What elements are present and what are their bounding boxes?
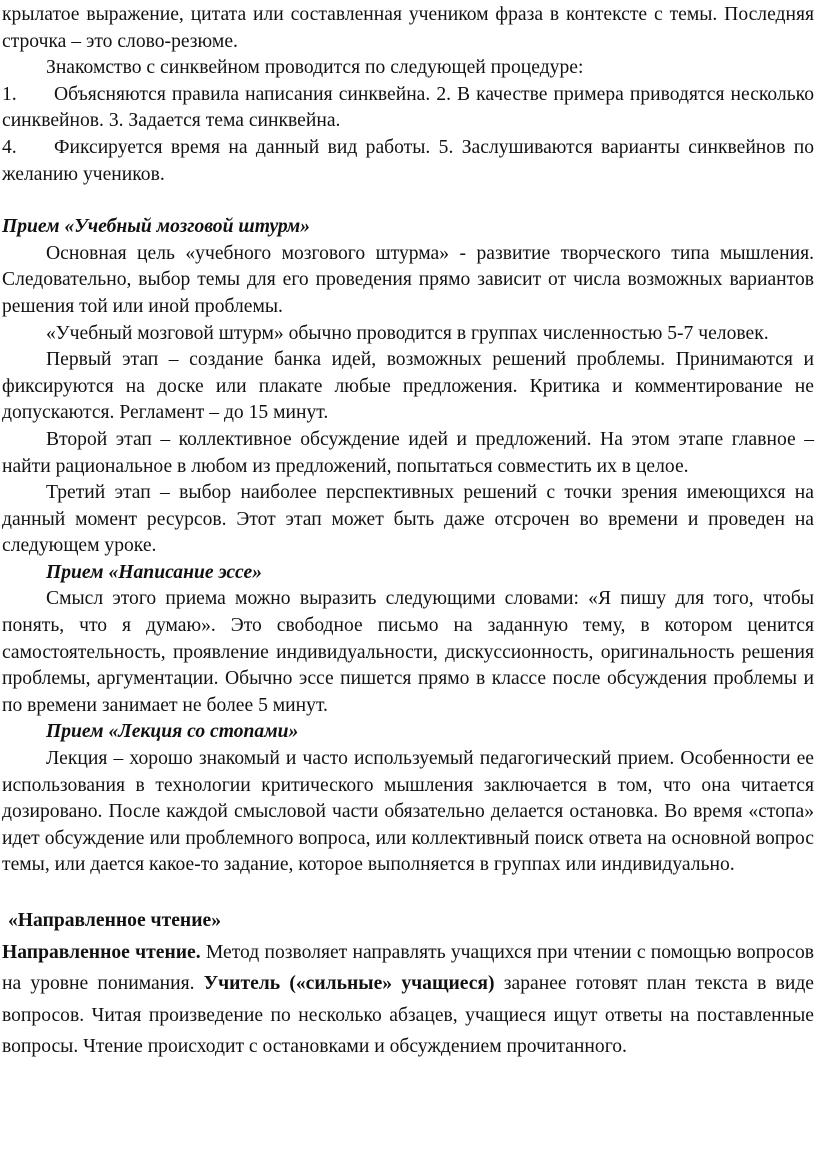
- list-number: 1.: [2, 83, 17, 105]
- brainstorm-paragraph-1: Основная цель «учебного мозгового штурма» - развитие творческого типа мышления. Следовательно, выбор темы для его проведения прямо зависит от числа возможных вариантов решения той или иной проблемы.: [2, 242, 814, 317]
- essay-heading: Прием «Написание эссе»: [46, 561, 262, 583]
- lecture-paragraph-1: Лекция – хорошо знакомый и часто используемый педагогический прием. Особенности ее использования в технологии критического мышления заключается в том, что она читается дозировано. После каждой смысловой части обязательно делается остановка. Во время «стопа» идет обсуждение или проблемного вопроса, или коллективный поиск ответа на основной вопрос темы, или дается какое-то задание, которое выполняется в группах или индивидуально.: [2, 748, 814, 876]
- directed-reading-section: [2, 905, 814, 1063]
- directed-reading-text: Метод позволяет направлять учащихся при чтении с помощью вопросов на уровне понимания.: [2, 941, 814, 994]
- intro-paragraph-1: крылатое выражение, цитата или составленная учеником фраза в контексте с темы. Последняя строчка – это слово-резюме.: [2, 4, 814, 52]
- directed-reading-term: Направленное чтение.: [2, 941, 201, 963]
- brainstorm-paragraph-3: Первый этап – создание банка идей, возможных решений проблемы. Принимаются и фиксируются на доске или плакате любые предложения. Критика и комментирование не допускаются. Регламент – до 15 минут.: [2, 349, 814, 424]
- procedure-list-line-1: [2, 82, 814, 135]
- brainstorm-paragraph-5: Третий этап – выбор наиболее перспективных решений с точки зрения имеющихся на данный момент ресурсов. Этот этап может быть даже отсрочен во времени и проведен на следующем уроке.: [2, 482, 814, 557]
- brainstorm-paragraph-4: Второй этап – коллективное обсуждение идей и предложений. На этом этапе главное – найти рациональное в любом из предложений, попытаться совместить их в целое.: [2, 428, 814, 477]
- lecture-heading: Прием «Лекция со стопами»: [46, 721, 299, 743]
- brainstorm-heading: Прием «Учебный мозговой штурм»: [2, 216, 310, 238]
- directed-reading-paragraph: [2, 937, 814, 1063]
- list-text: Объясняются правила написания синквейна. 2. В качестве примера приводятся несколько синквейнов. 3. Задается тема синквейна.: [2, 83, 814, 132]
- procedure-list-line-2: [2, 135, 814, 188]
- spacer: [2, 879, 814, 905]
- directed-reading-text-rest: заранее готовят план текста в виде вопросов. Читая произведение по несколько абзацев, учащиеся ищут ответы на поставленные вопросы. Чтение происходит с остановками и обсуждением прочитанного.: [2, 973, 814, 1057]
- directed-reading-heading: «Направленное чтение»: [8, 910, 221, 931]
- teacher-role: Учитель («сильные» учащиеся): [203, 973, 495, 994]
- list-number: 4.: [2, 136, 17, 158]
- intro-paragraph-2: Знакомство с синквейном проводится по следующей процедуре:: [46, 57, 584, 79]
- spacer: [2, 188, 814, 214]
- list-text: Фиксируется время на данный вид работы. 5. Заслушиваются варианты синквейнов по желанию учеников.: [2, 136, 814, 185]
- essay-paragraph-1: Смысл этого приема можно выразить следующими словами: «Я пишу для того, чтобы понять, что я думаю». Это свободное письмо на заданную тему, в котором ценится самостоятельность, проявление индивидуальности, дискуссионность, оригинальность решения проблемы, аргументации. Обычно эссе пишется прямо в классе после обсуждения проблемы и по времени занимает не более 5 минут.: [2, 588, 814, 716]
- brainstorm-paragraph-2: «Учебный мозговой штурм» обычно проводится в группах численностью 5-7 человек.: [46, 322, 769, 344]
